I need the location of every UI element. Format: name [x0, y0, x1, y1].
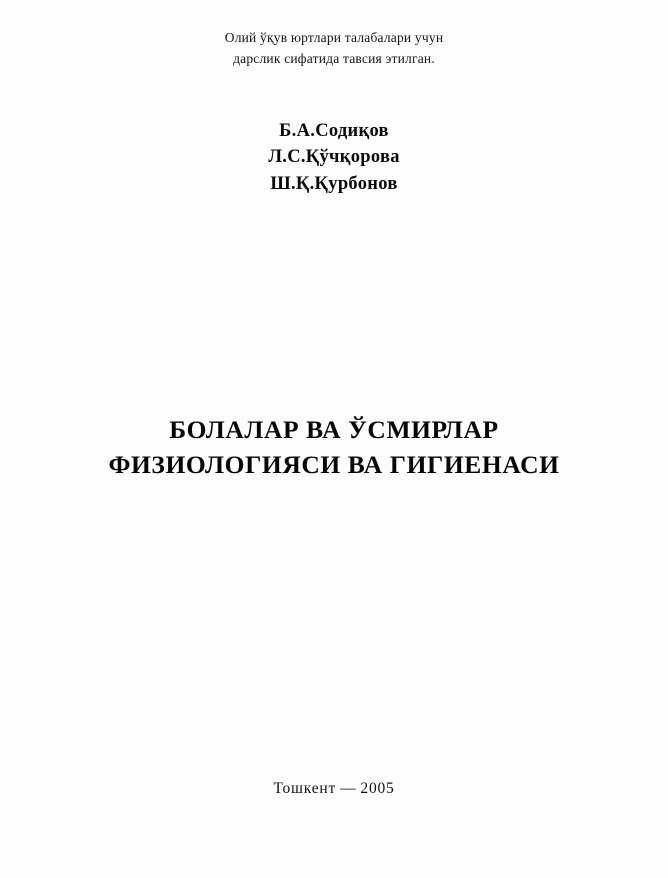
author-1: Б.А.Содиқов	[279, 121, 389, 141]
recommendation-line-2: дарслик сифатида тавсия этилган.	[233, 50, 435, 66]
recommendation-note	[0, 28, 668, 70]
author-2: Л.С.Қўчқорова	[268, 147, 400, 168]
author-3: Ш.Қ.Қурбонов	[270, 173, 398, 194]
imprint-city: Тошкент	[273, 780, 337, 797]
imprint	[0, 780, 668, 798]
imprint-separator: —	[340, 780, 357, 797]
book-title-line-1: БОЛАЛАР ВА ЎСМИРЛАР	[169, 415, 499, 444]
imprint-year: 2005	[360, 780, 395, 797]
author-list	[0, 118, 668, 197]
book-title-line-2: ФИЗИОЛОГИЯСИ ВА ГИГИЕНАСИ	[108, 450, 560, 480]
recommendation-line-1: Олий ўқув юртлари талабалари учун	[224, 30, 444, 45]
book-title	[0, 412, 668, 482]
